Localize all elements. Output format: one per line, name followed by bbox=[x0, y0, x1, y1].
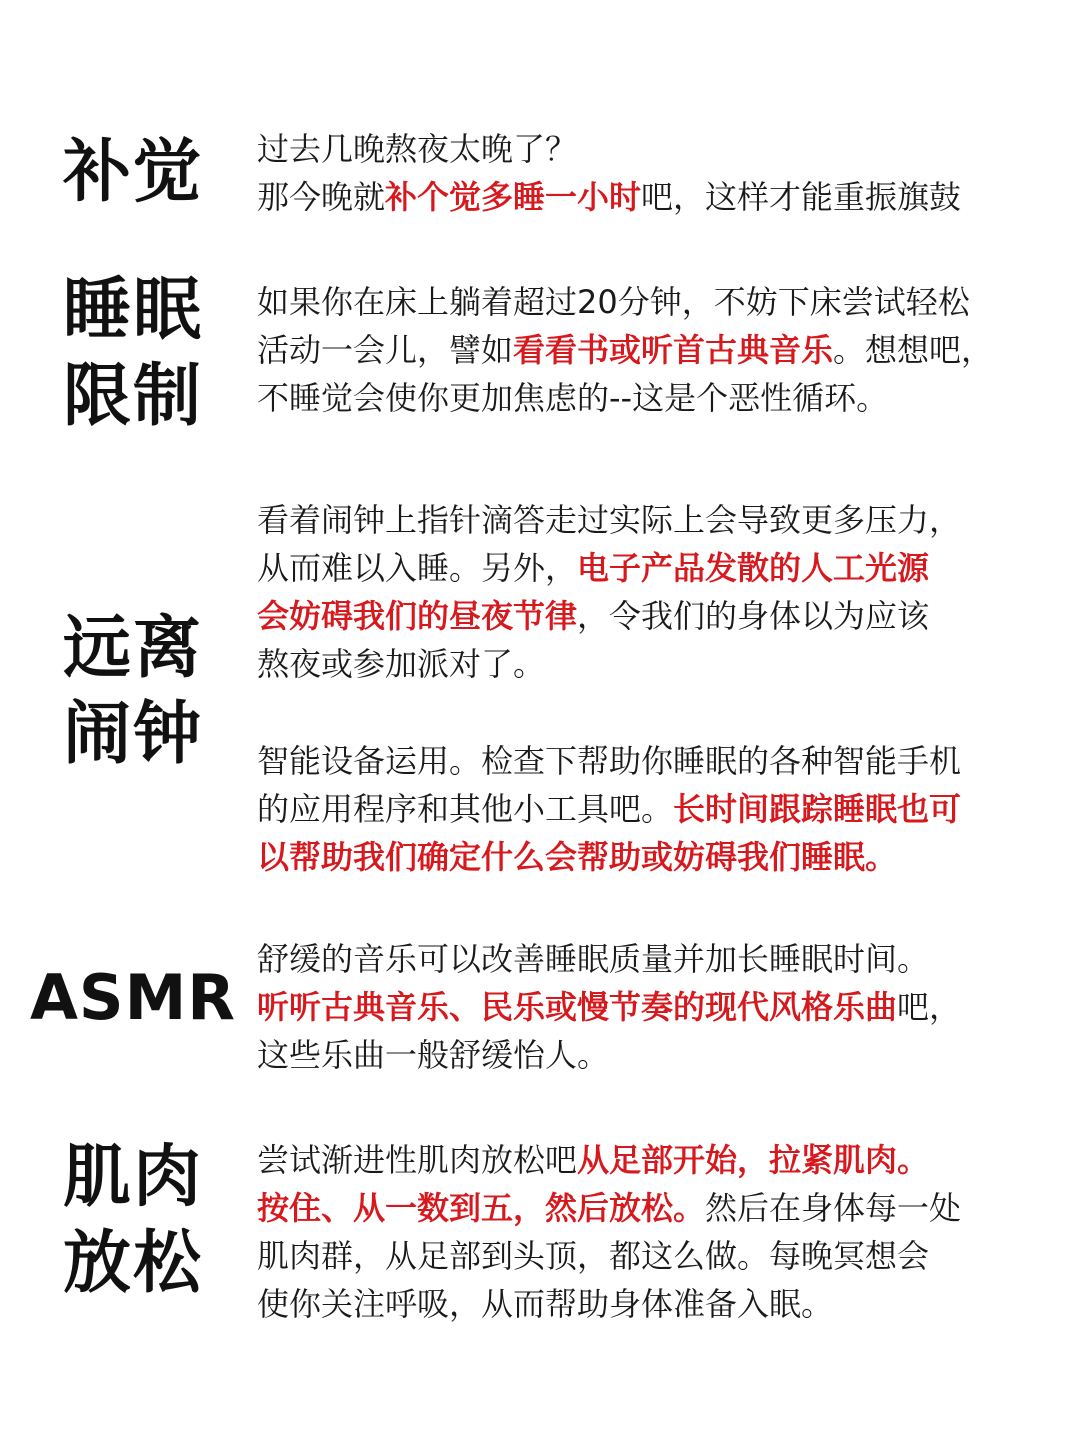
section-title-asmr bbox=[8, 955, 258, 1041]
section-text-yuanli-1 bbox=[257, 496, 1057, 688]
section-title-line: 远离 bbox=[62, 609, 203, 688]
highlight-text: 长时间跟踪睡眠也可 bbox=[673, 790, 962, 828]
text-line: 如果你在床上躺着超过20分钟，不妨下床尝试轻松 bbox=[257, 283, 970, 321]
text-line: 活动一会儿，譬如看看书或听首古典音乐。想想吧， bbox=[257, 331, 994, 369]
section-title-line: 放松 bbox=[62, 1224, 203, 1303]
section-title-line: ASMR bbox=[29, 961, 237, 1034]
text-line: 过去几晚熬夜太晚了？ bbox=[257, 130, 578, 168]
text-line: 熬夜或参加派对了。 bbox=[257, 645, 546, 683]
text-line: 这些乐曲一般舒缓怡人。 bbox=[257, 1036, 610, 1074]
section-title-yuanli bbox=[8, 606, 258, 778]
highlight-text: 补个觉多睡一小时 bbox=[385, 178, 642, 216]
highlight-text: 听听古典音乐、民乐或慢节奏的现代风格乐曲 bbox=[257, 988, 898, 1026]
section-title-line: 补觉 bbox=[62, 133, 203, 212]
section-title-jirou bbox=[8, 1135, 258, 1307]
text-line: 智能设备运用。检查下帮助你睡眠的各种智能手机 bbox=[257, 742, 962, 780]
section-title-buxue bbox=[8, 130, 258, 216]
section-title-shuimian bbox=[8, 268, 258, 440]
section-title-line: 肌肉 bbox=[62, 1138, 203, 1217]
text-line: 从而难以入睡。另外，电子产品发散的人工光源 bbox=[257, 549, 930, 587]
section-title-line: 睡眠 bbox=[62, 271, 203, 350]
text-line: 按住、从一数到五，然后放松。然后在身体每一处 bbox=[257, 1189, 962, 1227]
highlight-text: 按住、从一数到五，然后放松。 bbox=[257, 1189, 706, 1227]
text-line: 使你关注呼吸，从而帮助身体准备入眠。 bbox=[257, 1285, 834, 1323]
section-text-jirou bbox=[257, 1136, 1057, 1328]
text-line: 不睡觉会使你更加焦虑的--这是个恶性循环。 bbox=[257, 379, 889, 417]
text-line: 舒缓的音乐可以改善睡眠质量并加长睡眠时间。 bbox=[257, 940, 930, 978]
text-line bbox=[257, 833, 1057, 881]
section-text-asmr bbox=[257, 935, 1057, 1079]
section-text-shuimian bbox=[257, 278, 1057, 422]
section-title-line: 限制 bbox=[62, 357, 203, 436]
text-line: 的应用程序和其他小工具吧。长时间跟踪睡眠也可 bbox=[257, 790, 962, 828]
section-text-yuanli-2 bbox=[257, 737, 1057, 881]
text-line: 尝试渐进性肌肉放松吧从足部开始，拉紧肌肉。 bbox=[257, 1141, 930, 1179]
highlight-text: 看看书或听首古典音乐 bbox=[513, 331, 834, 369]
text-line: 那今晚就补个觉多睡一小时吧，这样才能重振旗鼓 bbox=[257, 178, 962, 216]
highlight-text: 从足部开始，拉紧肌肉。 bbox=[577, 1141, 930, 1179]
text-line: 看着闹钟上指针滴答走过实际上会导致更多压力， bbox=[257, 501, 962, 539]
text-line: 肌肉群，从足部到头顶，都这么做。每晚冥想会 bbox=[257, 1237, 930, 1275]
text-line: 会妨碍我们的昼夜节律，令我们的身体以为应该 bbox=[257, 597, 930, 635]
highlight-text: 会妨碍我们的昼夜节律 bbox=[257, 597, 578, 635]
highlight-text: 以帮助我们确定什么会帮助或妨碍我们睡眠。 bbox=[257, 838, 898, 876]
section-title-line: 闹钟 bbox=[62, 695, 203, 774]
highlight-text: 电子产品发散的人工光源 bbox=[577, 549, 930, 587]
text-line: 听听古典音乐、民乐或慢节奏的现代风格乐曲吧， bbox=[257, 988, 962, 1026]
section-text-buxue bbox=[257, 125, 1057, 221]
